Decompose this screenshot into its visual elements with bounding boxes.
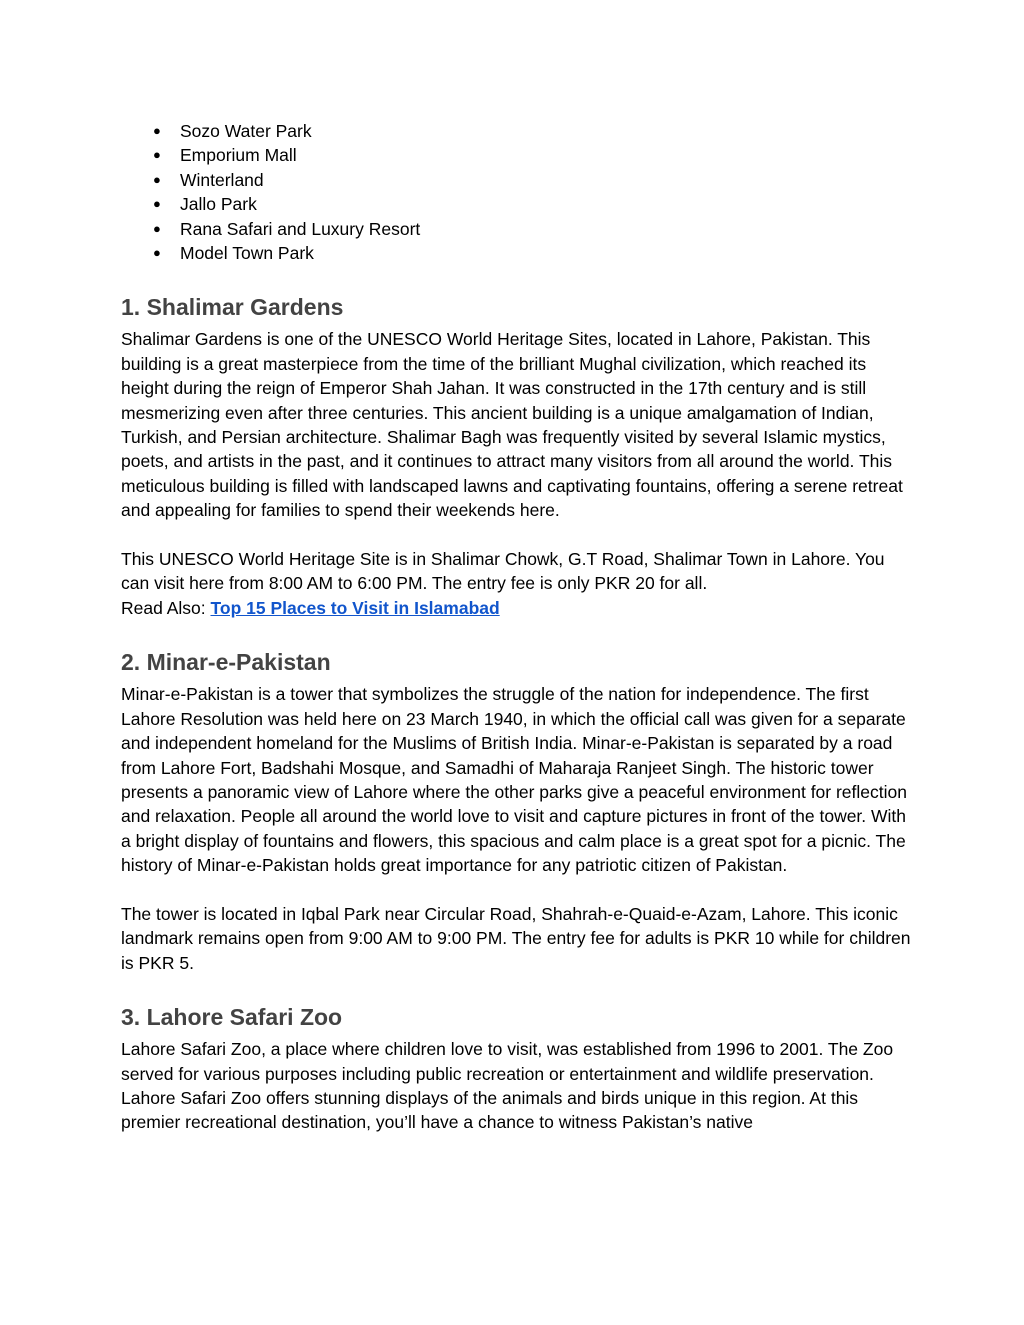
list-item: [121, 241, 911, 265]
list-item: [121, 143, 911, 167]
bullet-icon: ●: [153, 245, 161, 261]
section-paragraph: Minar-e-Pakistan is a tower that symbolizes the struggle of the nation for independence. The first Lahore Resolution was held here on 23 March 1940, in which the official call was given for a separate and independent homeland for the Muslims of British India. Minar-e-Pakistan is separated by a road from Lahore Fort, Badshahi Mosque, and Samadhi of Maharaja Ranjeet Singh. The historic tower presents a panoramic view of Lahore where the other parks give a peaceful environment for reflection and relaxation. People all around the world love to visit and capture pictures in front of the tower. With a bright display of fountains and flowers, this spacious and calm place is a great spot for a picnic. The history of Minar-e-Pakistan holds great importance for any patriotic citizen of Pakistan.: [121, 684, 907, 876]
list-item-label: Rana Safari and Luxury Resort: [180, 218, 421, 239]
list-item-label: Sozo Water Park: [180, 121, 312, 141]
list-item-label: Model Town Park: [180, 243, 314, 264]
read-also-prefix: Read Also:: [121, 597, 211, 618]
read-also-link[interactable]: Top 15 Places to Visit in Islamabad: [210, 597, 500, 618]
bullet-icon: ●: [153, 123, 161, 138]
read-also-line: [121, 596, 911, 620]
list-item: [121, 168, 911, 192]
paragraph-gap: [121, 878, 911, 902]
list-item: [121, 119, 911, 143]
section-heading-lahore-safari-zoo: 3. Lahore Safari Zoo: [121, 1004, 343, 1031]
list-item-label: Emporium Mall: [180, 145, 297, 166]
section-heading-minar-e-pakistan: 2. Minar-e-Pakistan: [121, 649, 331, 676]
section-paragraph: The tower is located in Iqbal Park near Circular Road, Shahrah-e-Quaid-e-Azam, Lahore. This iconic landmark remains open from 9:00 AM to 9:00 PM. The entry fee for adults is PKR 10 while for children is PKR 5.: [121, 903, 911, 973]
attractions-list: [121, 119, 911, 265]
bullet-icon: ●: [153, 171, 161, 187]
bullet-icon: ●: [153, 147, 161, 163]
list-item-label: Winterland: [180, 169, 264, 190]
list-item: [121, 192, 911, 216]
bullet-icon: ●: [153, 196, 161, 212]
section-paragraph: Shalimar Gardens is one of the UNESCO World Heritage Sites, located in Lahore, Pakistan. This building is a great masterpiece from the time of the brilliant Mughal civilization, which reached its height during the reign of Emperor Shah Jahan. It was constructed in the 17th century and is still mesmerizing even after three centuries. This ancient building is a unique amalgamation of Indian, Turkish, and Persian architecture. Shalimar Bagh was frequently visited by several Islamic mystics, poets, and artists in the past, and it continues to attract many visitors from all around the world. This meticulous building is filled with landscaped lawns and captivating fountains, offering a serene retreat and appealing for families to spend their weekends here.: [121, 329, 903, 521]
list-item-label: Jallo Park: [180, 194, 257, 215]
list-item: [121, 217, 911, 241]
bullet-icon: ●: [153, 220, 161, 236]
section-paragraph: This UNESCO World Heritage Site is in Shalimar Chowk, G.T Road, Shalimar Town in Lahore. You can visit here from 8:00 AM to 6:00 PM. The entry fee is only PKR 20 for all.: [121, 549, 885, 594]
section-paragraph: Lahore Safari Zoo, a place where children love to visit, was established from 1996 to 2001. The Zoo served for various purposes including public recreation or entertainment and wildlife preservation. Lahore Safari Zoo offers stunning displays of the animals and birds unique in this region. At this premier recreational destination, you’ll have a chance to witness Pakistan’s native: [121, 1039, 894, 1133]
document-page: [121, 119, 911, 1135]
section-heading-shalimar-gardens: 1. Shalimar Gardens: [121, 294, 344, 321]
paragraph-gap: [121, 523, 911, 547]
